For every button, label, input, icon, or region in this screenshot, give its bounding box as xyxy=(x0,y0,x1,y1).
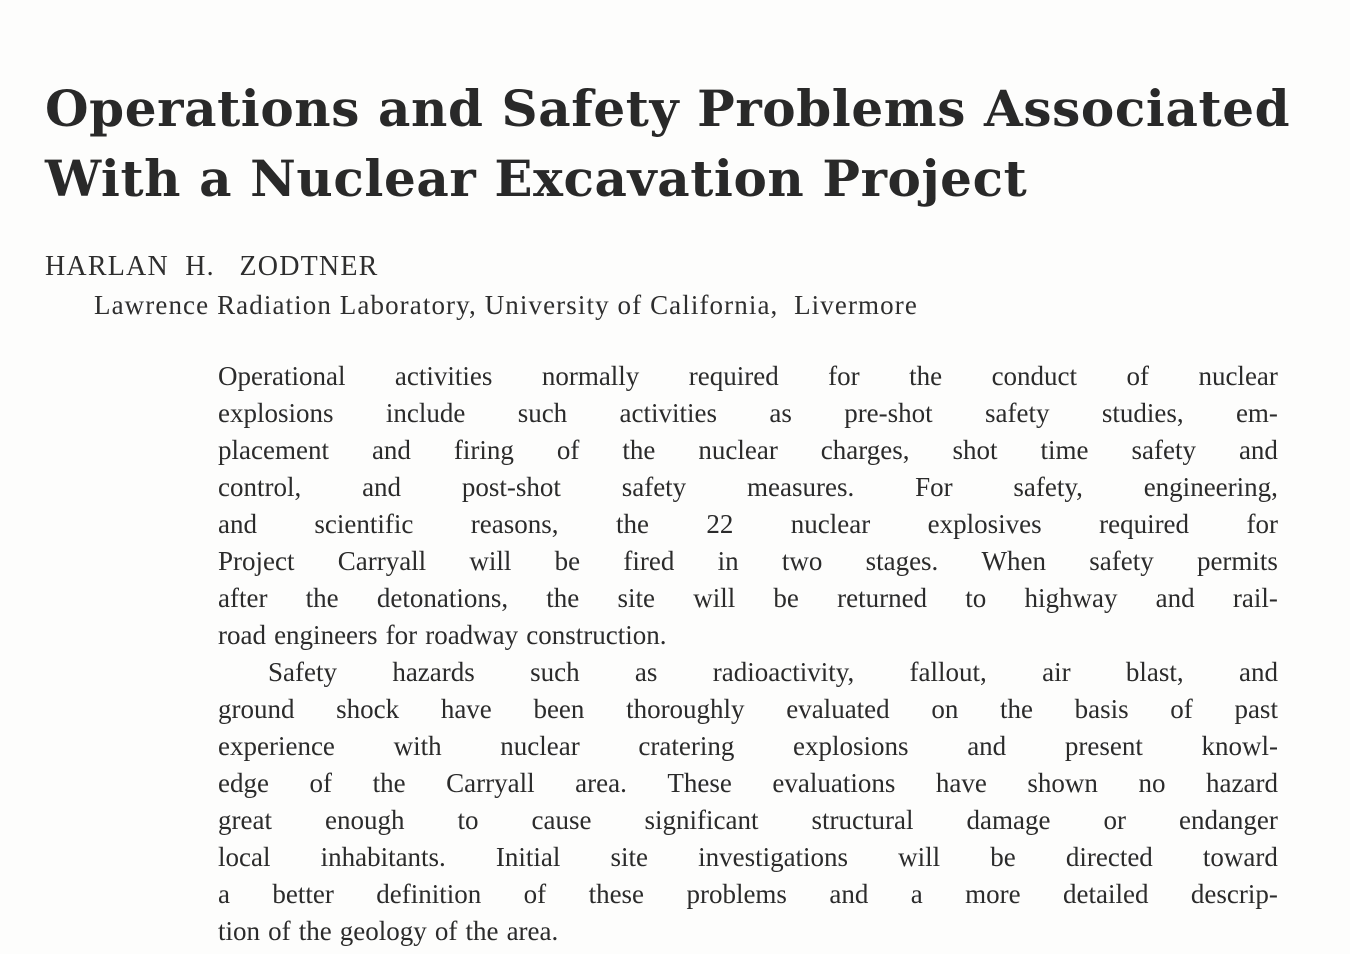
word: shot xyxy=(952,435,998,465)
word: descrip- xyxy=(1190,879,1278,909)
text-line xyxy=(218,765,1278,802)
paragraph-1 xyxy=(218,358,1278,654)
word: safety xyxy=(1089,546,1154,576)
word: include xyxy=(385,398,466,428)
word: no xyxy=(1138,768,1166,798)
word: detailed xyxy=(1063,879,1149,909)
text-line xyxy=(218,913,1278,950)
word: and xyxy=(1155,583,1195,613)
word: definition xyxy=(376,879,482,909)
word: of xyxy=(268,916,291,946)
word: engineering, xyxy=(1143,472,1278,502)
word: directed xyxy=(1065,842,1153,872)
word: been xyxy=(533,694,585,724)
word: a xyxy=(218,879,230,909)
word: and xyxy=(371,435,411,465)
word: shock xyxy=(336,694,400,724)
word: edge xyxy=(218,768,269,798)
word: thoroughly xyxy=(626,694,745,724)
word: stages. xyxy=(865,546,939,576)
text-line xyxy=(218,691,1278,728)
word: activities xyxy=(394,361,493,391)
word: the xyxy=(298,916,332,946)
word: explosions xyxy=(793,731,909,761)
text-line xyxy=(218,654,1278,691)
word: the xyxy=(999,694,1033,724)
word: nuclear xyxy=(698,435,778,465)
word: the xyxy=(622,435,656,465)
word: such xyxy=(530,657,580,687)
word: to xyxy=(457,805,479,835)
word: be xyxy=(990,842,1016,872)
word: nuclear xyxy=(500,731,580,761)
word: of xyxy=(556,435,580,465)
word: problems xyxy=(686,879,787,909)
word: for xyxy=(828,361,860,391)
word: and xyxy=(1238,657,1278,687)
word: Safety xyxy=(268,657,337,687)
word: em- xyxy=(1235,398,1278,428)
title-line-1: Operations and Safety Problems Associated xyxy=(45,79,1291,138)
word: reasons, xyxy=(470,509,559,539)
word: returned xyxy=(837,583,928,613)
word: detonations, xyxy=(376,583,509,613)
word: the xyxy=(546,583,580,613)
text-line xyxy=(218,395,1278,432)
word: and xyxy=(1238,435,1278,465)
word: will xyxy=(898,842,941,872)
word: blast, xyxy=(1125,657,1184,687)
word: studies, xyxy=(1101,398,1184,428)
word: or xyxy=(1103,805,1126,835)
word: radioactivity, xyxy=(712,657,855,687)
word: safety xyxy=(985,398,1050,428)
text-line xyxy=(218,839,1278,876)
word: such xyxy=(517,398,568,428)
word: local xyxy=(218,842,271,872)
word: roadway xyxy=(425,620,519,650)
text-line xyxy=(218,432,1278,469)
word: time xyxy=(1040,435,1089,465)
word: and xyxy=(362,472,402,502)
word: safety, xyxy=(1013,472,1083,502)
word: measures. xyxy=(747,472,855,502)
word: Operational xyxy=(218,361,346,391)
word: toward xyxy=(1202,842,1278,872)
word: present xyxy=(1064,731,1143,761)
word: These xyxy=(667,768,732,798)
word: of xyxy=(523,879,547,909)
word: area. xyxy=(575,768,627,798)
word: When xyxy=(981,546,1047,576)
word: structural xyxy=(811,805,914,835)
word: to xyxy=(965,583,987,613)
word: cause xyxy=(531,805,592,835)
word: engineers xyxy=(274,620,378,650)
word: the xyxy=(909,361,943,391)
word: explosions xyxy=(218,398,334,428)
word: investigations xyxy=(698,842,849,872)
text-line xyxy=(218,617,1278,654)
word: shown xyxy=(1027,768,1098,798)
word: hazard xyxy=(1206,768,1278,798)
word: a xyxy=(910,879,923,909)
word: required xyxy=(688,361,779,391)
word: great xyxy=(218,805,272,835)
word: and xyxy=(967,731,1007,761)
word: for xyxy=(385,620,418,650)
word: be xyxy=(773,583,799,613)
author-block xyxy=(45,248,1295,324)
word: will xyxy=(693,583,736,613)
word: the xyxy=(372,768,406,798)
word: and xyxy=(218,509,257,539)
word: pre-shot xyxy=(844,398,933,428)
word: ground xyxy=(218,694,295,724)
word: more xyxy=(965,879,1021,909)
text-line xyxy=(218,358,1278,395)
word: safety xyxy=(621,472,687,502)
word: two xyxy=(781,546,823,576)
word: charges, xyxy=(820,435,910,465)
word: in xyxy=(717,546,739,576)
word: required xyxy=(1099,509,1190,539)
word: the xyxy=(615,509,649,539)
word: post-shot xyxy=(461,472,561,502)
word: Project xyxy=(218,546,295,576)
word: control, xyxy=(218,472,302,502)
word: on xyxy=(931,694,959,724)
word: better xyxy=(272,879,334,909)
word: of xyxy=(1126,361,1149,391)
word: permits xyxy=(1196,546,1278,576)
word: will xyxy=(469,546,512,576)
word: these xyxy=(588,879,645,909)
page-title xyxy=(45,74,1295,214)
word: construction. xyxy=(526,620,667,650)
word: geology xyxy=(339,916,427,946)
word: fired xyxy=(623,546,675,576)
word: activities xyxy=(619,398,717,428)
word: basis xyxy=(1074,694,1129,724)
word: nuclear xyxy=(1198,361,1278,391)
word: the xyxy=(305,583,339,613)
text-line xyxy=(218,876,1278,913)
word: past xyxy=(1234,694,1278,724)
word: rail- xyxy=(1232,583,1278,613)
title-line-2: With a Nuclear Excavation Project xyxy=(45,149,1028,208)
word: normally xyxy=(541,361,640,391)
word: firing xyxy=(453,435,514,465)
word: of xyxy=(309,768,333,798)
word: the xyxy=(465,916,499,946)
word: scientific xyxy=(314,509,414,539)
text-line xyxy=(218,728,1278,765)
text-line xyxy=(218,580,1278,617)
word: tion xyxy=(218,916,261,946)
word: cratering xyxy=(638,731,735,761)
author-affiliation: Lawrence Radiation Laboratory, University of California, Livermore xyxy=(94,290,918,320)
word: evaluated xyxy=(786,694,890,724)
word: be xyxy=(554,546,581,576)
word: highway xyxy=(1024,583,1118,613)
word: explosives xyxy=(927,509,1042,539)
article-body xyxy=(218,358,1278,950)
word: nuclear xyxy=(790,509,871,539)
word: inhabitants. xyxy=(320,842,446,872)
text-line xyxy=(218,506,1278,543)
word: Initial xyxy=(495,842,561,872)
text-line xyxy=(218,543,1278,580)
word: For xyxy=(915,472,953,502)
word: site xyxy=(610,842,648,872)
word: Carryall xyxy=(337,546,427,576)
author-name: HARLAN H. ZODTNER xyxy=(45,251,379,282)
word: conduct xyxy=(991,361,1078,391)
text-line xyxy=(218,469,1278,506)
word: significant xyxy=(644,805,759,835)
word: as xyxy=(634,657,658,687)
word: experience xyxy=(218,731,335,761)
word: damage xyxy=(966,805,1051,835)
word: endanger xyxy=(1178,805,1278,835)
word: and xyxy=(829,879,869,909)
text-line xyxy=(218,802,1278,839)
word: hazards xyxy=(392,657,475,687)
word: site xyxy=(617,583,655,613)
paragraph-2 xyxy=(218,654,1278,950)
word: as xyxy=(769,398,792,428)
word: fallout, xyxy=(909,657,987,687)
word: area. xyxy=(506,916,559,946)
word: evaluations xyxy=(772,768,896,798)
word: road xyxy=(218,620,266,650)
word: safety xyxy=(1131,435,1196,465)
word: knowl- xyxy=(1201,731,1278,761)
word: air xyxy=(1042,657,1071,687)
word: of xyxy=(1170,694,1193,724)
word: after xyxy=(218,583,268,613)
word: enough xyxy=(324,805,405,835)
word: 22 xyxy=(706,509,734,539)
word: placement xyxy=(218,435,329,465)
word: have xyxy=(935,768,987,798)
word: of xyxy=(434,916,458,946)
word: for xyxy=(1246,509,1278,539)
word: have xyxy=(440,694,492,724)
word: Carryall xyxy=(446,768,535,798)
word: with xyxy=(393,731,442,761)
